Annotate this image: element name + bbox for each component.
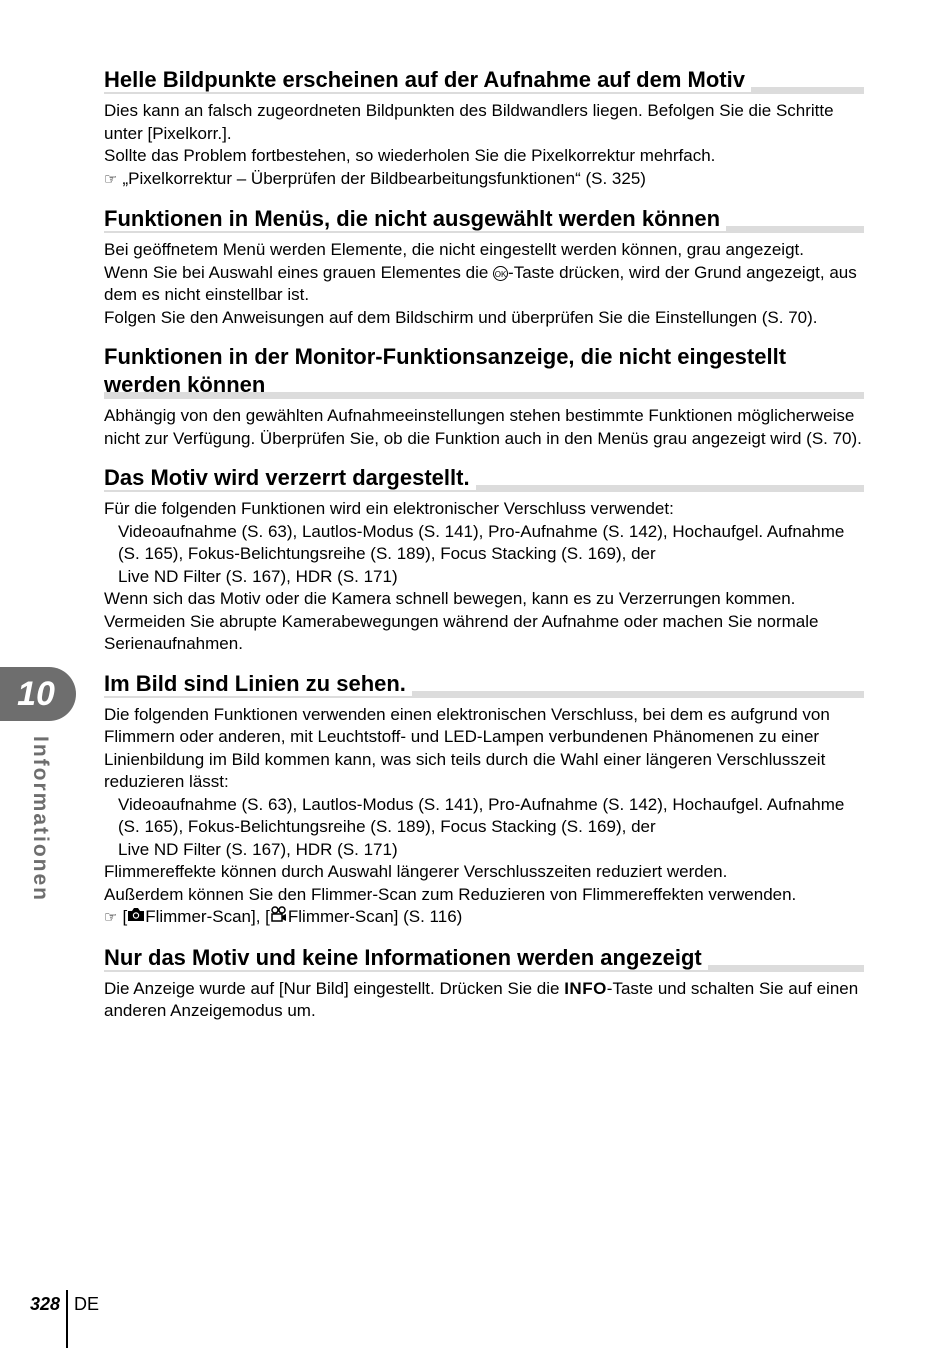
function-list: Live ND Filter (S. 167), HDR (S. 171) <box>118 566 398 586</box>
camera-icon <box>127 906 145 929</box>
paragraph: Die Anzeige wurde auf [Nur Bild] eingestellt. Drücken Sie die INFO-Taste und schalten Sie auf einen anderen Anzeigemodus um. <box>104 978 859 1020</box>
paragraph: Folgen Sie den Anweisungen auf dem Bildschirm und überprüfen Sie die Einstellungen (S. 70). <box>104 307 818 327</box>
paragraph: Dies kann an falsch zugeordneten Bildpunkten des Bildwandlers liegen. Befolgen Sie die Schritte unter [Pixelkorr.]. <box>104 101 834 143</box>
section-heading: Im Bild sind Linien zu sehen. <box>104 670 864 700</box>
reference-line: ☞ „Pixelkorrektur – Überprüfen der Bildbearbeitungsfunktionen“ (S. 325) <box>104 168 864 192</box>
page-content <box>104 66 864 1037</box>
chapter-tab <box>0 667 76 721</box>
language-code: DE <box>74 1294 100 1314</box>
paragraph: Wenn Sie bei Auswahl eines grauen Elementes die OK -Taste drücken, wird der Grund angezeigt, aus dem es nicht einstellbar ist. <box>104 262 857 304</box>
section-heading: Das Motiv wird verzerrt dargestellt. <box>104 464 864 494</box>
paragraph: Für die folgenden Funktionen wird ein elektronischer Verschluss verwendet: <box>104 499 674 518</box>
paragraph: Flimmereffekte können durch Auswahl längerer Verschlusszeiten reduziert werden. <box>104 862 728 881</box>
page-number: 328 <box>30 1294 61 1314</box>
reference-line: ☞ [ Flimmer-Scan], [ Flimmer-Scan] (S. 116) <box>104 906 864 930</box>
function-list: Videoaufnahme (S. 63), Lautlos-Modus (S. 141), Pro-Aufnahme (S. 142), Hochaufgel. Aufnahme (S. 165), Fokus-Belichtungsreihe (S. 189), Focus Stacking (S. 169), der <box>118 794 845 836</box>
section-heading: Funktionen in Menüs, die nicht ausgewählt werden können <box>104 205 864 235</box>
chapter-number: 10 <box>17 675 55 713</box>
movie-icon <box>270 906 288 929</box>
section-distorted-subject <box>104 464 864 656</box>
section-heading: Nur das Motiv und keine Informationen werden angezeigt <box>104 944 864 974</box>
function-list: Live ND Filter (S. 167), HDR (S. 171) <box>118 839 398 859</box>
chapter-label: Informationen <box>29 736 52 902</box>
footer-divider <box>66 1290 68 1348</box>
section-hot-pixels <box>104 66 864 191</box>
section-no-info-displayed <box>104 944 864 1023</box>
reference-pointer-icon: ☞ <box>104 909 117 926</box>
ok-button-icon: OK <box>493 266 508 281</box>
section-lines-in-image <box>104 670 864 930</box>
info-key-label: INFO <box>564 978 607 998</box>
section-heading: Funktionen in der Monitor-Funktionsanzeige, die nicht eingestellt werden können <box>104 343 864 401</box>
reference-pointer-icon: ☞ <box>104 170 117 188</box>
function-list: Videoaufnahme (S. 63), Lautlos-Modus (S. 141), Pro-Aufnahme (S. 142), Hochaufgel. Aufnahme (S. 165), Fokus-Belichtungsreihe (S. 189), Focus Stacking (S. 169), der <box>118 521 845 563</box>
paragraph: Wenn sich das Motiv oder die Kamera schnell bewegen, kann es zu Verzerrungen kommen. Vermeiden Sie abrupte Kamerabewegungen während der Aufnahme oder machen Sie normale Serienaufnahmen. <box>104 589 819 653</box>
paragraph: Bei geöffnetem Menü werden Elemente, die nicht eingestellt werden können, grau angezeigt. <box>104 240 804 259</box>
paragraph: Sollte das Problem fortbestehen, so wiederholen Sie die Pixelkorrektur mehrfach. <box>104 146 716 165</box>
section-menu-functions <box>104 205 864 329</box>
section-heading: Helle Bildpunkte erscheinen auf der Aufnahme auf dem Motiv <box>104 66 864 96</box>
paragraph: Abhängig von den gewählten Aufnahmeeinstellungen stehen bestimmte Funktionen möglicherweise nicht zur Verfügung. Überprüfen Sie, ob die Funktion auch in den Menüs grau angezeigt wird (S. 70). <box>104 406 862 448</box>
paragraph: Außerdem können Sie den Flimmer-Scan zum Reduzieren von Flimmereffekten verwenden. <box>104 884 797 904</box>
section-monitor-functions <box>104 343 864 450</box>
paragraph: Die folgenden Funktionen verwenden einen elektronischen Verschluss, bei dem es aufgrund von Flimmern oder anderen, mit Leuchtstoff- und LED-Lampen verbundenen Phänomenen zu einer Linienbildung im Bild kommen kann, was sich teils durch die Wahl einer längeren Verschlusszeit reduzieren lässt: <box>104 704 830 791</box>
